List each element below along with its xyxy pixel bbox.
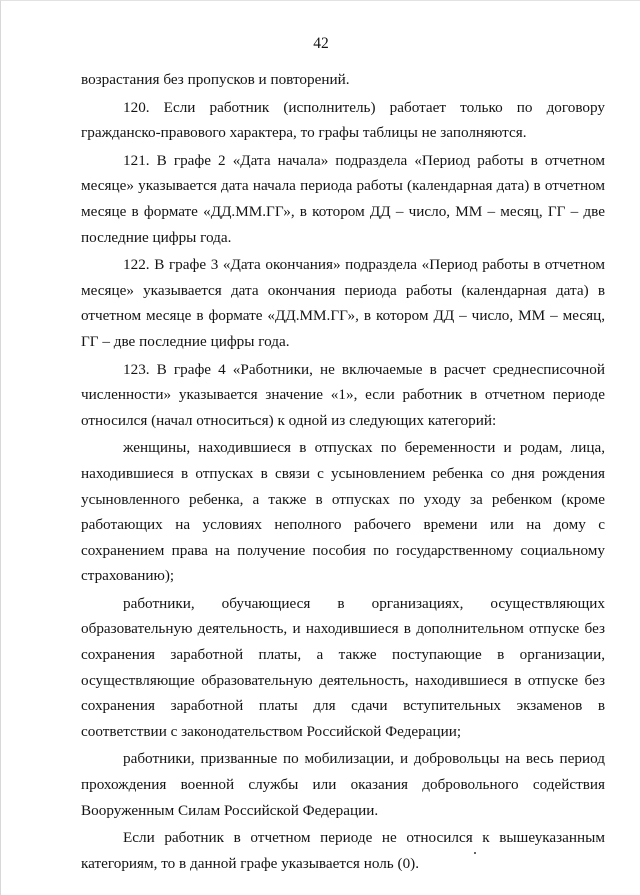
document-body <box>81 67 605 876</box>
paragraph-120: 120. Если работник (исполнитель) работает только по договору гражданско-правового характера, то графы таблицы не заполняются. <box>81 98 605 142</box>
list-item-students: работники, обучающиеся в организациях, осуществляющих образовательную деятельность, и находившиеся в дополнительном отпуске без сохранения заработной платы, а также поступающие в организации, осуществляющие образовательную деятельность, находившиеся в отпуске без сохранения заработной платы для сдачи вступительных экзаменов в соответствии с законодательством Российской Федерации; <box>81 594 605 740</box>
scan-speck <box>474 852 476 854</box>
page-number: 42 <box>313 35 329 52</box>
paragraph-zero-value: Если работник в отчетном периоде не относился к вышеуказанным категориям, то в данной графе указывается ноль (0). <box>81 829 605 872</box>
paragraph-123: 123. В графе 4 «Работники, не включаемые в расчет среднесписочной численности» указывается значение «1», если работник в отчетном периоде относился (начал относиться) к одной из следующих категорий: <box>81 360 605 429</box>
paragraph-121: 121. В графе 2 «Дата начала» подраздела «Период работы в отчетном месяце» указывается дата начала периода работы (календарная дата) в отчетном месяце в формате «ДД.ММ.ГГ», в котором ДД – число, ММ – месяц, ГГ – две последние цифры года. <box>81 151 605 246</box>
list-item-maternity-leave: женщины, находившиеся в отпусках по беременности и родам, лица, находившиеся в отпусках в связи с усыновлением ребенка со дня рождения усыновленного ребенка, а также в отпусках по уходу за ребенком (кроме работающих на условиях неполного рабочего времени или на дому с сохранением права на получение пособия по государственному социальному страхованию); <box>81 439 605 585</box>
paragraph-continuation: возрастания без пропусков и повторений. <box>81 71 350 88</box>
list-item-mobilized: работники, призванные по мобилизации, и добровольцы на весь период прохождения военной службы или оказания добровольного содействия Вооруженным Силам Российской Федерации. <box>81 750 605 819</box>
paragraph-122: 122. В графе 3 «Дата окончания» подраздела «Период работы в отчетном месяце» указывается дата окончания периода работы (календарная дата) в отчетном месяце в формате «ДД.ММ.ГГ», в котором ДД – число, ММ – месяц, ГГ – две последние цифры года. <box>81 256 605 350</box>
